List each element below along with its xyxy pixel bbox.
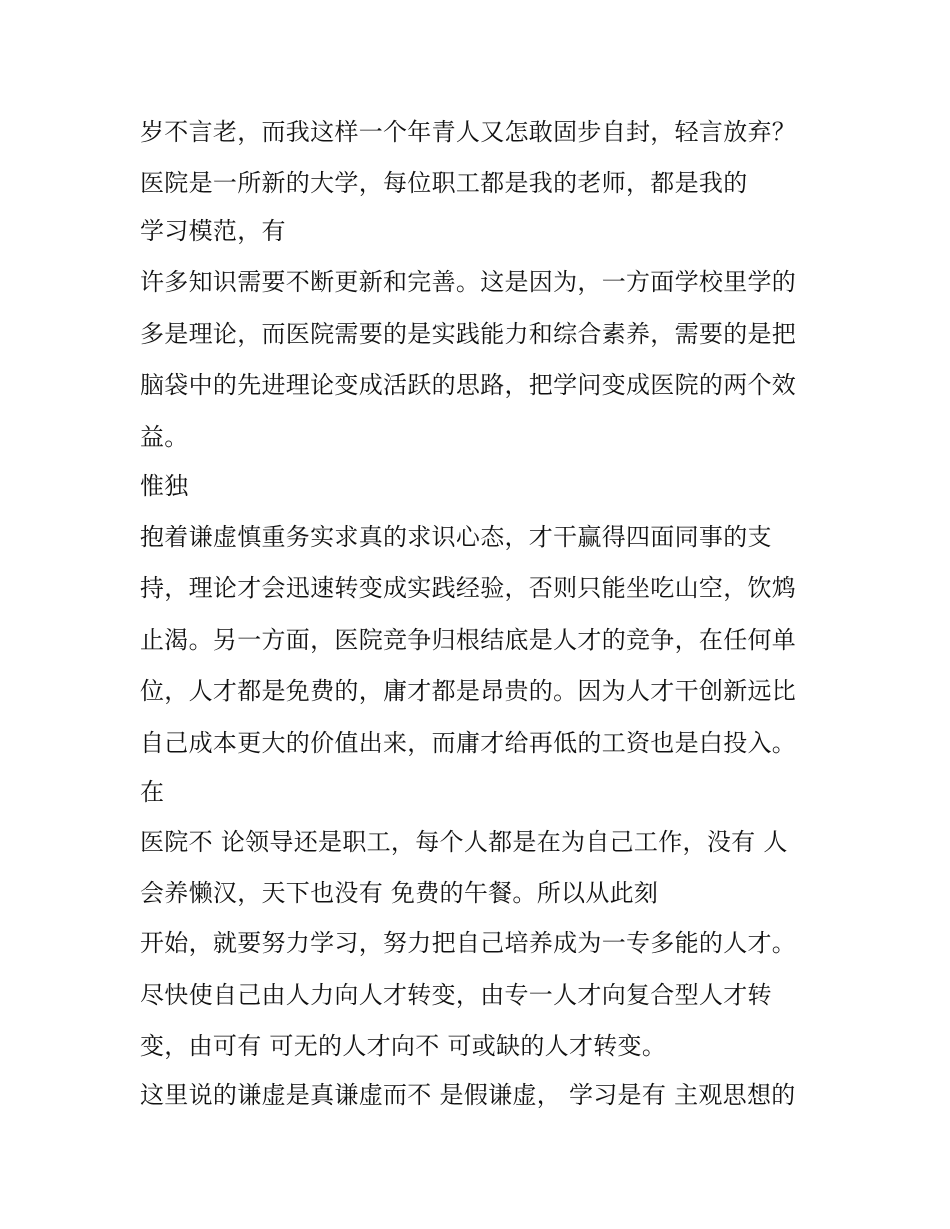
text-line: 益。: [140, 423, 189, 451]
text-line: 在: [140, 778, 165, 806]
text-line: 许多知识需要不断更新和完善。这是因为，一方面学校里学的: [140, 268, 797, 296]
text-line: 岁不言老，而我这样一个年青人又怎敢固步自封，轻言放弃？: [140, 118, 797, 146]
text-line: 医院不 论领导还是职工，每个人都是在为自己工作，没有 人: [140, 828, 788, 856]
text-line: 抱着谦虚慎重务实求真的求识心态，才干赢得四面同事的支: [140, 523, 772, 551]
text-line: 这里说的谦虚是真谦虚而不 是假谦虚， 学习是有 主观思想的: [140, 1081, 796, 1109]
text-line: 脑袋中的先进理论变成活跃的思路，把学问变成医院的两个效: [140, 371, 797, 399]
text-line: 学习模范，有: [140, 217, 286, 245]
text-line: 医院是一所新的大学，每位职工都是我的老师，都是我的: [140, 169, 748, 197]
text-line: 尽快使自己由人力向人才转变，由专一人才向复合型人才转: [140, 981, 772, 1009]
text-line: 止渴。另一方面，医院竞争归根结底是人才的竞争，在任何单: [140, 626, 797, 654]
text-line: 变，由可有 可无的人才向不 可或缺的人才转变。: [140, 1032, 667, 1060]
text-line: 自己成本更大的价值出来，而庸才给再低的工资也是白投入。: [140, 729, 797, 757]
text-line: 位，人才都是免费的，庸才都是昂贵的。因为人才干创新远比: [140, 677, 797, 705]
text-line: 开始，就要努力学习，努力把自己培养成为一专多能的人才。: [140, 929, 797, 957]
text-line: 惟独: [140, 472, 189, 500]
text-line: 多是理论，而医院需要的是实践能力和综合素养，需要的是把: [140, 320, 797, 348]
text-line: 会养懒汉，天下也没有 免费的午餐。所以从此刻: [140, 879, 659, 907]
text-line: 持，理论才会迅速转变成实践经验，否则只能坐吃山空，饮鸩: [140, 574, 797, 602]
